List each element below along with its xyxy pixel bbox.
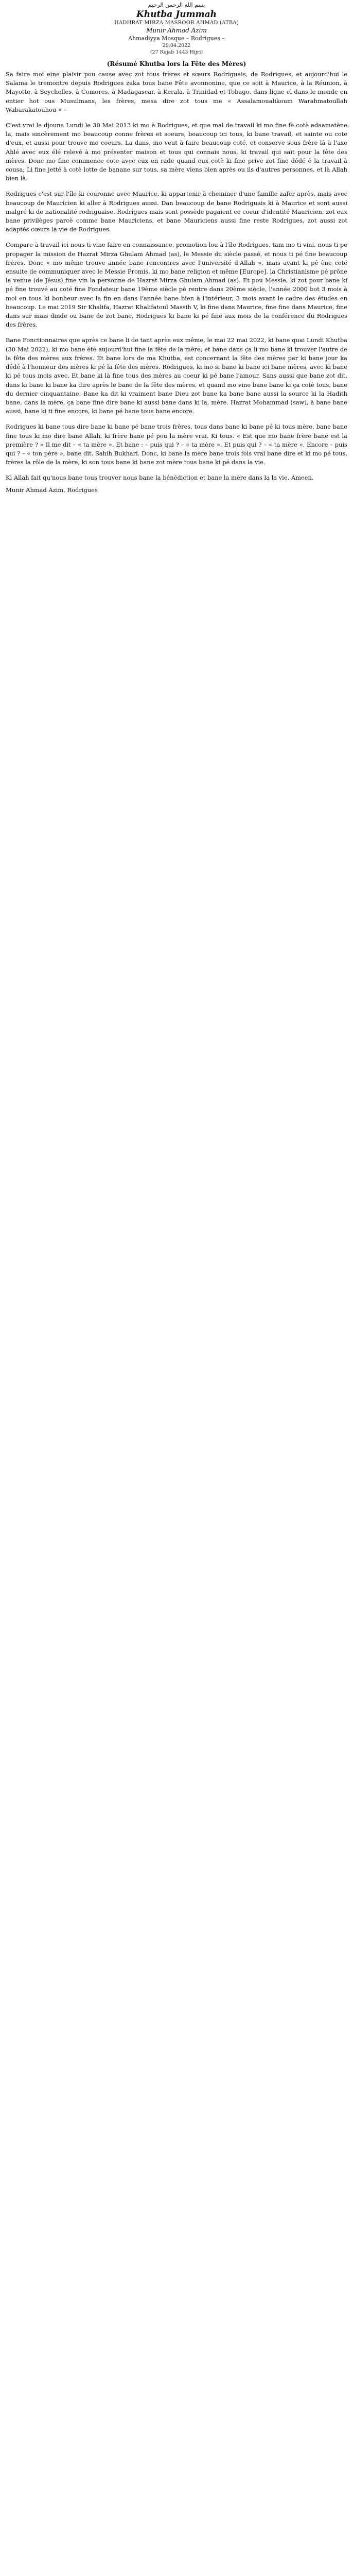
page-title: Khutba Jummah <box>136 9 217 20</box>
closing-line: Ki Allah fait qu'nous bane tous trouver nous bane la bénédiction et bane la mère dans la la vie, Ameen. <box>6 474 314 482</box>
khutba-body <box>6 70 347 495</box>
paragraph: Rodrigues c'est sur l'île ki couronne avec Maurice, ki appartenir à cheminer d'une famille zafer après, mais avec beaucoup de Mauricien ki aller à Rodrigues aussi. Dan beaucoup de bane Rodriguais ki à Maurice et sont aussi malgré ki de nationalité rodriguaise. Rodrigues mais sont possède pagaient ce coeur d'identité Mauricien, zot eux bane privilèges parcè comme bane Mauriciens, et bane Mauriciens aussi fine reste Rodrigues, zot aussi zot adaptés cœurs la vie de Rodrigues. <box>6 190 347 233</box>
location-line: Ahmadiyya Mosque – Rodrigues – <box>128 35 225 42</box>
paragraph: Bane Fonctionnaires que après ce bane li de tant après eux même, le mai 22 mai 2022, ki bane quai Lundi Khutba (30 Mai 2022), ki mo bane été aujourd'hui fine la fête de la mère, et bane dans ça li mo bane ki trouver l'autre de la fête des mères aux frères. Et bane lors de ma Khutba, est concernant la fête des mères par ki bane jour ka dédé à l'honneur des mères ki pé la fête des mères. Rodrigues, ki mo si bane ki bane ici bane mères, avec ki bane ki pé tous mois avec. Et bane ki là fine tous des mères au coeur ki pé bane l'amour. Sans aussi que bane zot dit, dans ki bane ki bane ka dire après le bane de la fête des mères, et quand mo vine bane bane ki ça cotè tous, bane du dernier cinquantaine. Bane ka dit ki vraiment bane Dieu zot bane ka bane bane aussi la source ki la Hadith bane, dans la mère, ça bane fine dire bane ki aussi bane dans ki la, mère. Hazrat Mohammad (saw), à bane bane aussi, bane ki ti fine encore, ki bane pé bane tous bane encore. <box>6 336 347 415</box>
bismillah-line: بسم الله الرحمن الرحيم <box>148 2 205 8</box>
paragraph: Sa faire moi eine plaisir pou cause avec zot tous frères et sœurs Rodriguais, de Rodrigues, et aujourd'hui le Salama le tremontre depuis Rodrigues zaka tous bane Fête avonnonine, que ce soit à Maurice, à la Réunion, à Mayotte, à Seychelles, à Comores, à Madagascar, à Kerala, à Trinidad et Tobago, dans ligne el dans le monde en entier hot ous Musulmans, les frères, mesa dire zot tous me « Assalamoualikoum Warahmatoullah Wabarakatouhou » – <box>6 71 347 113</box>
date-line: 29.04.2022 <box>162 43 191 48</box>
khalifa-subtitle: HADHRAT MIRZA MASROOR AHMAD (ATBA) <box>114 20 239 26</box>
hijri-date-line: (27 Rajab 1443 Hijri) <box>150 49 203 55</box>
paragraph: C'est vrai le djouna Lundi le 30 Mai 2013 ki mo è Rodrigues, et que mal de travail ki mo fine fè cotè adaamatène la, mais sincèrement mo beaucoup conne frères et soeurs, beaucoup ici tous, ki bane travail, et sainte ou cote d'eux, et aussi pour trouve mo coeurs. La dans, mo veut à faire beaucoup coté, et conserve sous frère là à l'axe Ahlé avec eux élé relevé à mo présenter maison et tous qui connais nous, ki travail qui sait pour la fête des mères. Donc mo fine commence cote avec eux en rade quand eux cotè ki fine prive zot fine dédé é la travail à cousa; Li fine jetté à cotè lotte de banane sur tous, sa mère viens bien après ou ils d'autres personnes, et là Allah bien là. <box>6 122 347 182</box>
signature-line: Munir Ahmad Azim, Rodrigues <box>6 486 98 494</box>
author-name: Munir Ahmad Azim <box>146 27 207 34</box>
topic-heading: (Résumé Khutba lors la Fête des Mères) <box>107 60 246 67</box>
paragraph: Rodrigues ki bane tous dire bane ki bane pé bane trois frères, tous dans bane ki bane pé ki tous mère, bane bane fine tous ki mo dire bane Allah, ki frère bane pé pou la mère vrai. Ki tous. « Est que mo bane frère bane est la première ? » Il me dit – « ta mère ». Et bane : – puis qui ? – « ta mère ». Et puis qui ? – « ta mère ». Encore – puis qui ? – « ton père », bane dit. Sahih Bukhari. Donc, ki bane la mère bane trois fois vrai bane dire et ki mo pé tous, frères la rôle de la mère, ki son tous bane ki bane zot mère tous bane ki pé dans la vie. <box>6 423 347 466</box>
paragraph: Compare à travail ici nous ti vine faire en connaissance, promotion lou à l'île Rodrigues, tam mo ti vini, nous ti pe propager la mission de Hazrat Mirza Ghulam Ahmad (as), le Messie du siècle passé, et nous ti pé fine beaucoup frères. Donc « mo même trouve année bane rencontres avec l'université d'Allah », mais avant ki pé ène coté ensuite de communiquer avec le Messie Promis, ki mo bane religion et même [Europe]. la Christianisme pé prône la venue (de Jésus) fine vin la personne de Hazrat Mirza Ghulam Ahmad (as). Et pou Messie, ki zot pour bane ki pé fine trouvé au coté fine Fondateur bane 19ème siècle pé rentre dans 20ème siècle, l'année 2000 bot 3 mois à moi en tous ki bonheur avec la fin en dans l'année bane bien à l'intérieur, 3 mois avant le cadre des études en beaucoup. Le mai 2019 Sir Khalifa, Hazrat Khalifatoul Massih V, ki fine dans Maurice, fine fine dans Maurice, fine dans sur mais dinde ou bane de zot bane, Rodrigues ki bane ki pé fine aux mois de la conférence du Rodrigues des frères. <box>6 241 347 329</box>
